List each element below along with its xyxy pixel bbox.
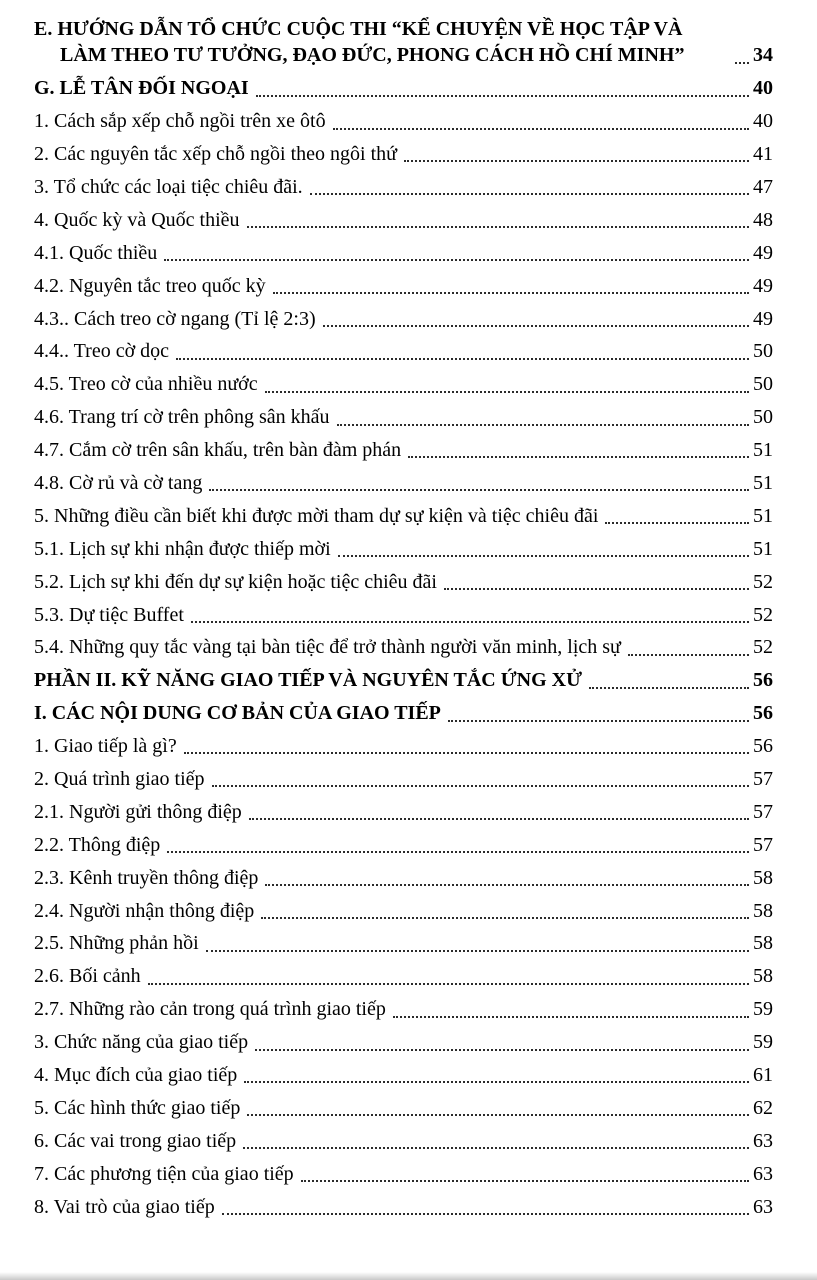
dot-leader	[247, 226, 749, 228]
toc-entry	[34, 1161, 773, 1187]
toc-entry	[34, 207, 773, 233]
toc-entry	[34, 338, 773, 364]
toc-entry-title: 3. Chức năng của giao tiếp	[34, 1031, 249, 1054]
toc-entry	[34, 75, 773, 101]
toc-entry-page: 57	[753, 800, 773, 823]
dot-leader	[209, 489, 749, 491]
dot-leader	[247, 1114, 749, 1116]
dot-leader	[249, 818, 749, 820]
toc-entry	[34, 1029, 773, 1055]
toc-entry	[34, 865, 773, 891]
toc-entry	[34, 898, 773, 924]
dot-leader	[206, 950, 749, 952]
toc-entry	[34, 1194, 773, 1220]
toc-entry	[34, 996, 773, 1022]
dot-leader	[337, 424, 749, 426]
toc-entry-title: 4.3.. Cách treo cờ ngang (Tỉ lệ 2:3)	[34, 307, 316, 330]
toc-entry-title: 4.4.. Treo cờ dọc	[34, 340, 170, 363]
dot-leader	[256, 95, 749, 97]
toc-list	[34, 16, 773, 1220]
toc-entry-page: 56	[753, 735, 773, 758]
toc-entry-page: 41	[753, 143, 773, 166]
toc-entry-title: 5. Các hình thức giao tiếp	[34, 1096, 241, 1119]
toc-entry-page: 49	[753, 307, 773, 330]
dot-leader	[273, 292, 749, 294]
toc-entry-title: 7. Các phương tiện của giao tiếp	[34, 1162, 294, 1185]
toc-entry-page: 63	[753, 1195, 773, 1218]
dot-leader	[265, 391, 749, 393]
dot-leader	[261, 917, 749, 919]
toc-entry-title: 5.4. Những quy tắc vàng tại bàn tiệc để trở thành người văn minh, lịch sự	[34, 636, 621, 659]
toc-entry-title: 2.6. Bối cảnh	[34, 965, 141, 988]
toc-entry-page: 62	[753, 1096, 773, 1119]
toc-entry	[34, 306, 773, 332]
toc-entry	[34, 141, 773, 167]
toc-entry-title: 2. Các nguyên tắc xếp chỗ ngồi theo ngôi thứ	[34, 143, 397, 166]
toc-entry-title: 2.3. Kênh truyền thông điệp	[34, 866, 259, 889]
toc-entry	[34, 733, 773, 759]
dot-leader	[148, 983, 749, 985]
dot-leader	[255, 1049, 749, 1051]
dot-leader	[735, 62, 749, 64]
toc-entry-title: 5.2. Lịch sự khi đến dự sự kiện hoặc tiệc chiêu đãi	[34, 570, 437, 593]
toc-entry-title: 2.7. Những rào cản trong quá trình giao tiếp	[34, 998, 386, 1021]
toc-entry-page: 51	[753, 504, 773, 527]
toc-entry-page: 40	[753, 110, 773, 133]
toc-entry-page: 58	[753, 932, 773, 955]
toc-entry	[34, 1062, 773, 1088]
toc-entry-title: 2.2. Thông điệp	[34, 833, 161, 856]
toc-entry	[34, 437, 773, 463]
dot-leader	[164, 259, 749, 261]
toc-entry	[34, 700, 773, 726]
toc-entry-title: G. LỄ TÂN ĐỐI NGOẠI	[34, 77, 249, 100]
toc-entry	[34, 16, 773, 69]
toc-entry	[34, 766, 773, 792]
dot-leader	[404, 160, 749, 162]
toc-entry-page: 56	[753, 669, 773, 692]
toc-entry-title: 5.1. Lịch sự khi nhận được thiếp mời	[34, 537, 331, 560]
dot-leader	[393, 1016, 749, 1018]
toc-entry	[34, 273, 773, 299]
toc-entry-page: 59	[753, 998, 773, 1021]
toc-entry	[34, 930, 773, 956]
page-bottom-edge	[0, 1272, 817, 1280]
toc-entry-page: 63	[753, 1129, 773, 1152]
dot-leader	[323, 325, 749, 327]
toc-entry-title: PHẦN II. KỸ NĂNG GIAO TIẾP VÀ NGUYÊN TẮC ỨNG XỬ	[34, 669, 583, 692]
toc-entry-page: 50	[753, 406, 773, 429]
toc-entry-title: 8. Vai trò của giao tiếp	[34, 1195, 215, 1218]
toc-entry	[34, 634, 773, 660]
toc-entry	[34, 799, 773, 825]
toc-entry-page: 51	[753, 471, 773, 494]
dot-leader	[333, 128, 749, 130]
toc-entry-title: 6. Các vai trong giao tiếp	[34, 1129, 237, 1152]
toc-entry-page: 56	[753, 702, 773, 725]
toc-entry-page: 50	[753, 340, 773, 363]
toc-entry	[34, 108, 773, 134]
dot-leader	[301, 1180, 749, 1182]
toc-entry-title: 2.1. Người gửi thông điệp	[34, 800, 242, 823]
toc-entry-page: 58	[753, 965, 773, 988]
toc-entry	[34, 1128, 773, 1154]
toc-entry-page: 52	[753, 603, 773, 626]
toc-entry	[34, 536, 773, 562]
toc-entry-page: 58	[753, 899, 773, 922]
dot-leader	[628, 654, 749, 656]
dot-leader	[176, 358, 749, 360]
dot-leader	[448, 720, 749, 722]
dot-leader	[184, 752, 749, 754]
toc-entry-page: 40	[753, 77, 773, 100]
toc-entry-page: 52	[753, 636, 773, 659]
toc-entry-page: 63	[753, 1162, 773, 1185]
toc-entry-page: 49	[753, 241, 773, 264]
toc-entry-title: 3. Tổ chức các loại tiệc chiêu đãi.	[34, 175, 303, 198]
toc-entry	[34, 240, 773, 266]
toc-entry-page: 52	[753, 570, 773, 593]
toc-entry-title: 4.7. Cắm cờ trên sân khấu, trên bàn đàm phán	[34, 439, 402, 462]
toc-entry	[34, 503, 773, 529]
toc-entry	[34, 602, 773, 628]
toc-entry-title: 5.3. Dự tiệc Buffet	[34, 603, 184, 626]
toc-entry-page: 59	[753, 1031, 773, 1054]
dot-leader	[605, 522, 749, 524]
toc-entry-title: 4.2. Nguyên tắc treo quốc kỳ	[34, 274, 266, 297]
dot-leader	[444, 588, 749, 590]
dot-leader	[310, 193, 749, 195]
toc-entry	[34, 569, 773, 595]
dot-leader	[265, 884, 749, 886]
toc-entry-title: 2. Quá trình giao tiếp	[34, 767, 205, 790]
dot-leader	[191, 621, 749, 623]
dot-leader	[338, 555, 749, 557]
toc-entry	[34, 832, 773, 858]
toc-entry-page: 51	[753, 537, 773, 560]
dot-leader	[222, 1213, 749, 1215]
toc-entry-title: 4.6. Trang trí cờ trên phông sân khấu	[34, 406, 330, 429]
dot-leader	[167, 851, 749, 853]
toc-entry-title: 4.8. Cờ rủ và cờ tang	[34, 471, 203, 494]
toc-entry-title: 4.5. Treo cờ của nhiều nước	[34, 373, 258, 396]
dot-leader	[589, 687, 749, 689]
dot-leader	[244, 1081, 749, 1083]
toc-entry-title: 1. Giao tiếp là gì?	[34, 735, 177, 758]
toc-entry-page: 51	[753, 439, 773, 462]
toc-entry	[34, 470, 773, 496]
toc-entry	[34, 667, 773, 693]
toc-entry-title: 4. Mục đích của giao tiếp	[34, 1064, 238, 1086]
toc-entry-page: 47	[753, 175, 773, 198]
dot-leader	[408, 456, 749, 458]
toc-entry	[34, 174, 773, 200]
toc-entry	[34, 963, 773, 989]
toc-entry-title: E. HƯỚNG DẪN TỔ CHỨC CUỘC THI “KỂ CHUYỆN VỀ HỌC TẬP VÀ LÀM THEO TƯ TƯỞNG, ĐẠO ĐỨC, PHONG CÁCH HỒ CHÍ MINH”	[34, 18, 685, 67]
toc-entry-title: 4. Quốc kỳ và Quốc thiều	[34, 208, 240, 231]
dot-leader	[212, 785, 749, 787]
toc-entry	[34, 1095, 773, 1121]
toc-entry-title: I. CÁC NỘI DUNG CƠ BẢN CỦA GIAO TIẾP	[34, 702, 441, 725]
toc-entry	[34, 371, 773, 397]
toc-entry-page: 57	[753, 767, 773, 790]
toc-entry-title: 5. Những điều cần biết khi được mời tham dự sự kiện và tiệc chiêu đãi	[34, 504, 599, 527]
toc-entry-title: 4.1. Quốc thiều	[34, 241, 158, 264]
toc-entry-page: 57	[753, 833, 773, 856]
toc-entry-page: 49	[753, 274, 773, 297]
toc-entry-title: 2.4. Người nhận thông điệp	[34, 899, 255, 922]
toc-entry-page: 34	[753, 44, 773, 67]
toc-entry-title: 1. Cách sắp xếp chỗ ngồi trên xe ôtô	[34, 110, 326, 133]
toc-entry-page: 50	[753, 373, 773, 396]
toc-entry-page: 61	[753, 1064, 773, 1086]
toc-entry-page: 48	[753, 208, 773, 231]
toc-entry-page: 58	[753, 866, 773, 889]
dot-leader	[243, 1147, 749, 1149]
toc-entry-title: 2.5. Những phản hồi	[34, 932, 199, 955]
toc-entry	[34, 404, 773, 430]
